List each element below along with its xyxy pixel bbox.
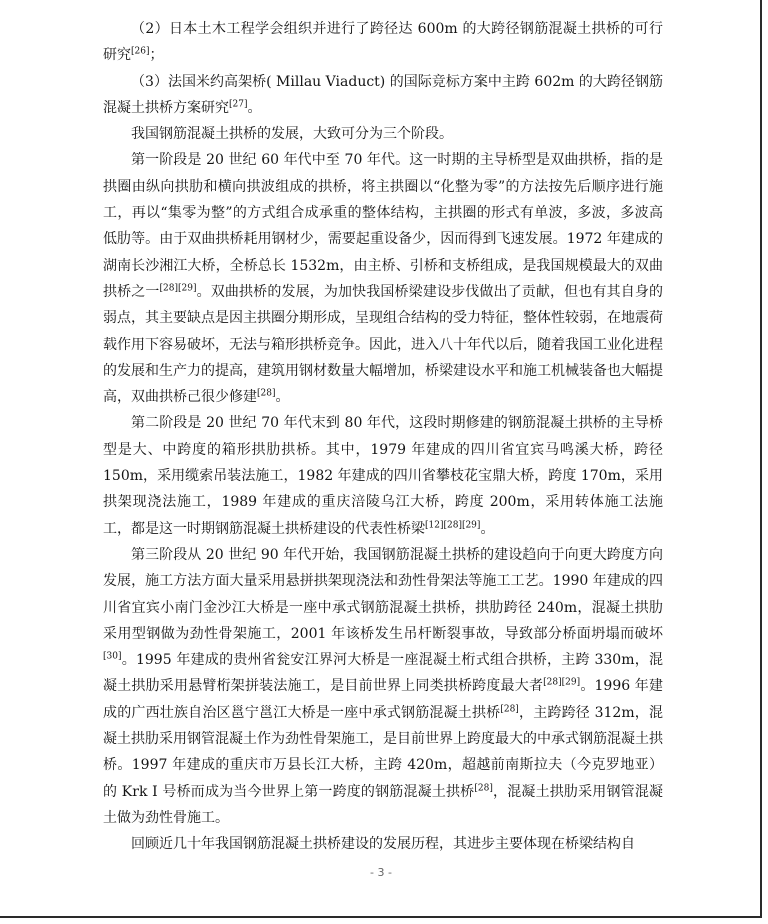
page-number: - 3 - bbox=[370, 866, 392, 879]
text-run: 。双曲拱桥的发展，为加快我国桥梁建设步伐做出了贡献，但也有其自身的弱点，其主要缺点是因主拱圈分期形成，呈现组合结构的受力特征，整体性较弱，在地震荷载作用下容易破坏，无法与箱形拱桥竞争。因此，进入八十年代以后，随着我国工业化进程的发展和生产力的提高，建筑用钢材数量大幅增加，桥梁建设水平和施工机械装备也大幅提高，双曲拱桥己很少修建 bbox=[103, 283, 663, 406]
text-run: 。 bbox=[247, 99, 262, 116]
text-run: ； bbox=[149, 47, 164, 64]
text-run: 。1995 年建成的贵州省瓮安江界河大桥是一座混凝土桁式组合拱桥，主跨 330m，混凝土拱肋采用悬臂桁架拼装法施工，是目前世界上同类拱桥跨度最大者 bbox=[103, 652, 663, 695]
paragraph bbox=[103, 69, 663, 122]
text-run: ，混凝土拱肋采用钢管混凝土做为劲性骨施工。 bbox=[103, 783, 664, 826]
citation-ref: [28] bbox=[257, 388, 276, 399]
paragraph bbox=[103, 410, 663, 541]
paragraph bbox=[103, 542, 663, 831]
citation-ref: [12][28][29] bbox=[425, 519, 481, 530]
citation-ref: [26] bbox=[131, 46, 150, 57]
citation-ref: [28] bbox=[500, 704, 519, 715]
text-run: 第二阶段是 20 世纪 70 年代末到 80 年代，这段时期修建的钢筋混凝土拱桥的主导桥型是大、中跨度的箱形拱肋拱桥。其中，1979 年建成的四川省宜宾马鸣溪大桥，跨径 150m，采用缆索吊装法施工，1982 年建成的四川省攀枝花宝鼎大桥，跨度 170m，采用拱架现浇法施工，1989 年建成的重庆涪陵乌江大桥，跨度 200m，采用转体施工法施工，都是这一时期钢筋混凝土拱桥建设的代表性桥梁 bbox=[103, 415, 663, 537]
text-run: 第三阶段从 20 世纪 90 年代开始，我国钢筋混凝土拱桥的建设趋向于向更大跨度方向发展，施工方法方面大量采用悬拼拱架现浇法和劲性骨架法等施工工艺。1990 年建成的四川省宜宾小南门金沙江大桥是一座中承式钢筋混凝土拱桥，拱肋跨径 240m，混凝土拱肋采用型钢做为劲性骨架施工，2001 年该桥发生吊杆断裂事故，导致部分桥面坍塌而破坏 bbox=[103, 546, 663, 642]
text-run: 我国钢筋混凝土拱桥的发展，大致可分为三个阶段。 bbox=[131, 126, 453, 143]
citation-ref: [28][29] bbox=[543, 677, 581, 688]
citation-ref: [27] bbox=[229, 99, 248, 110]
citation-ref: [30] bbox=[103, 651, 122, 662]
body-text bbox=[103, 16, 663, 858]
text-run: （2）日本土木工程学会组织并进行了跨径达 600m 的大跨径钢筋混凝土拱桥的可行研究 bbox=[103, 21, 663, 64]
text-run: 。 bbox=[480, 520, 495, 537]
paragraph bbox=[103, 831, 663, 857]
paragraph bbox=[103, 147, 663, 410]
text-run: 回顾近几十年我国钢筋混凝土拱桥建设的发展历程，其进步主要体现在桥梁结构自 bbox=[131, 836, 635, 853]
text-run: （3）法国米约高架桥( Millau Viaduct) 的国际竞标方案中主跨 602m 的大跨径钢筋混凝土拱桥方案研究 bbox=[103, 73, 663, 116]
text-run: 。1996 年建成的广西壮族自治区邕宁邕江大桥是一座中承式钢筋混凝土拱桥 bbox=[103, 678, 663, 721]
citation-ref: [28][29] bbox=[159, 283, 197, 294]
text-run: 第一阶段是 20 世纪 60 年代中至 70 年代。这一时期的主导桥型是双曲拱桥，指的是拱圈由纵向拱肋和横向拱波组成的拱桥，将主拱圈以“化整为零”的方法按先后顺序进行施工，再以“集零为整”的方式组合成承重的整体结构，主拱圈的形式有单波，多波，多波高低肋等。由于双曲拱桥耗用钢材少，需要起重设备少，因而得到飞速发展。1972 年建成的湖南长沙湘江大桥，全桥总长 1532m，由主桥、引桥和支桥组成，是我国规模最大的双曲拱桥之一 bbox=[103, 152, 663, 300]
paragraph bbox=[103, 16, 663, 69]
text-run: ，主跨跨径 312m，混凝土拱肋采用钢管混凝土作为劲性骨架施工，是目前世界上跨度最大的中承式钢筋混凝土拱桥。1997 年建成的重庆市万县长江大桥，主跨 420m，超越前南斯拉夫（今克罗地亚）的 Krk Ⅰ 号桥而成为当今世界上第一跨度的钢筋混凝土拱桥 bbox=[103, 704, 663, 800]
text-run: 。 bbox=[275, 389, 290, 406]
citation-ref: [28] bbox=[474, 782, 493, 793]
paragraph bbox=[103, 121, 663, 147]
